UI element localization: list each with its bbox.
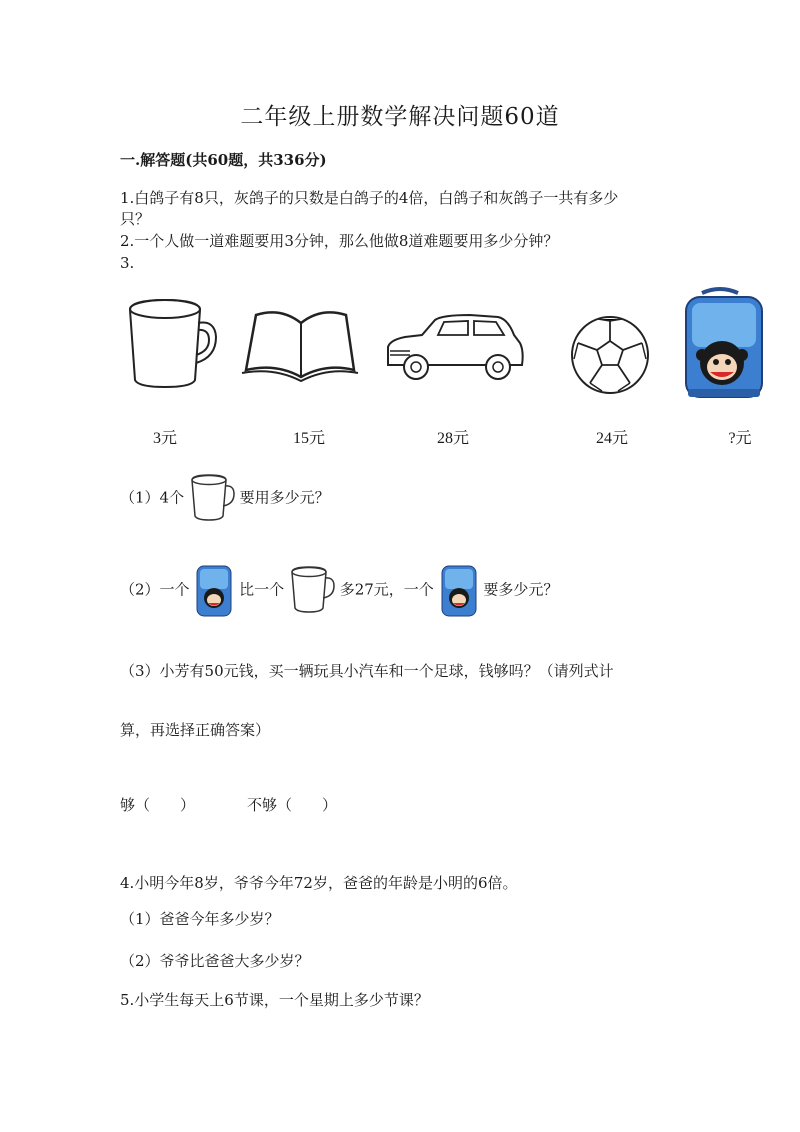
choice-not-enough[interactable]: 不够（ ） <box>247 796 338 814</box>
car-icon <box>380 285 530 395</box>
question-3-sub-2 <box>120 560 558 620</box>
question-3-label: 3. <box>120 254 135 272</box>
question-3-sub-3-line-1: （3）小芳有50元钱，买一辆玩具小汽车和一个足球，钱够吗？（请列式计 <box>120 662 614 680</box>
cup-icon <box>189 470 235 524</box>
question-4-sub-2: （2）爷爷比爸爸大多少岁？ <box>120 952 310 970</box>
item-book <box>236 285 366 455</box>
price-backpack: ?元 <box>728 430 752 447</box>
backpack-icon <box>194 560 234 618</box>
item-price-row <box>0 285 800 455</box>
question-4: 4.小明今年8岁，爷爷今年72岁，爸爸的年龄是小明的6倍。 <box>120 874 518 892</box>
question-2: 2.一个人做一道难题要用3分钟，那么他做8道难题要用多少分钟？ <box>120 232 559 250</box>
item-cup <box>120 285 250 455</box>
item-backpack <box>682 285 800 455</box>
answer-choices <box>120 795 337 815</box>
choice-enough[interactable]: 够（ ） <box>120 796 196 814</box>
page-title: 二年级上册数学解决问题60道 <box>240 104 560 130</box>
question-4-sub-1: （1）爸爸今年多少岁？ <box>120 910 280 928</box>
cup-icon <box>289 562 335 616</box>
football-icon <box>568 285 698 395</box>
question-3-sub-1 <box>120 470 330 530</box>
sub-2-mid-1: 比一个 <box>239 580 285 599</box>
question-3-sub-3-line-2: 算，再选择正确答案） <box>120 721 271 739</box>
sub-2-prefix: （2）一个 <box>120 580 190 599</box>
backpack-icon <box>682 285 772 405</box>
sub-1-prefix: （1）4个 <box>120 488 185 507</box>
price-car: 28元 <box>436 430 469 447</box>
price-cup: 3元 <box>152 430 177 447</box>
cup-icon <box>120 285 250 395</box>
section-heading: 一.解答题(共60题，共336分) <box>120 151 327 169</box>
sub-1-suffix: 要用多少元？ <box>239 488 330 507</box>
sub-2-mid-2: 多27元，一个 <box>339 580 434 599</box>
price-book: 15元 <box>292 430 325 447</box>
sub-2-suffix: 要多少元？ <box>483 580 559 599</box>
item-car <box>380 285 510 455</box>
question-1-line-2: 只？ <box>120 210 151 228</box>
backpack-icon <box>439 560 479 618</box>
price-football: 24元 <box>595 430 628 447</box>
question-1-line-1: 1.白鸽子有8只，灰鸽子的只数是白鸽子的4倍，白鸽子和灰鸽子一共有多少 <box>120 189 619 207</box>
book-icon <box>236 285 366 395</box>
question-5: 5.小学生每天上6节课，一个星期上多少节课？ <box>120 991 429 1009</box>
